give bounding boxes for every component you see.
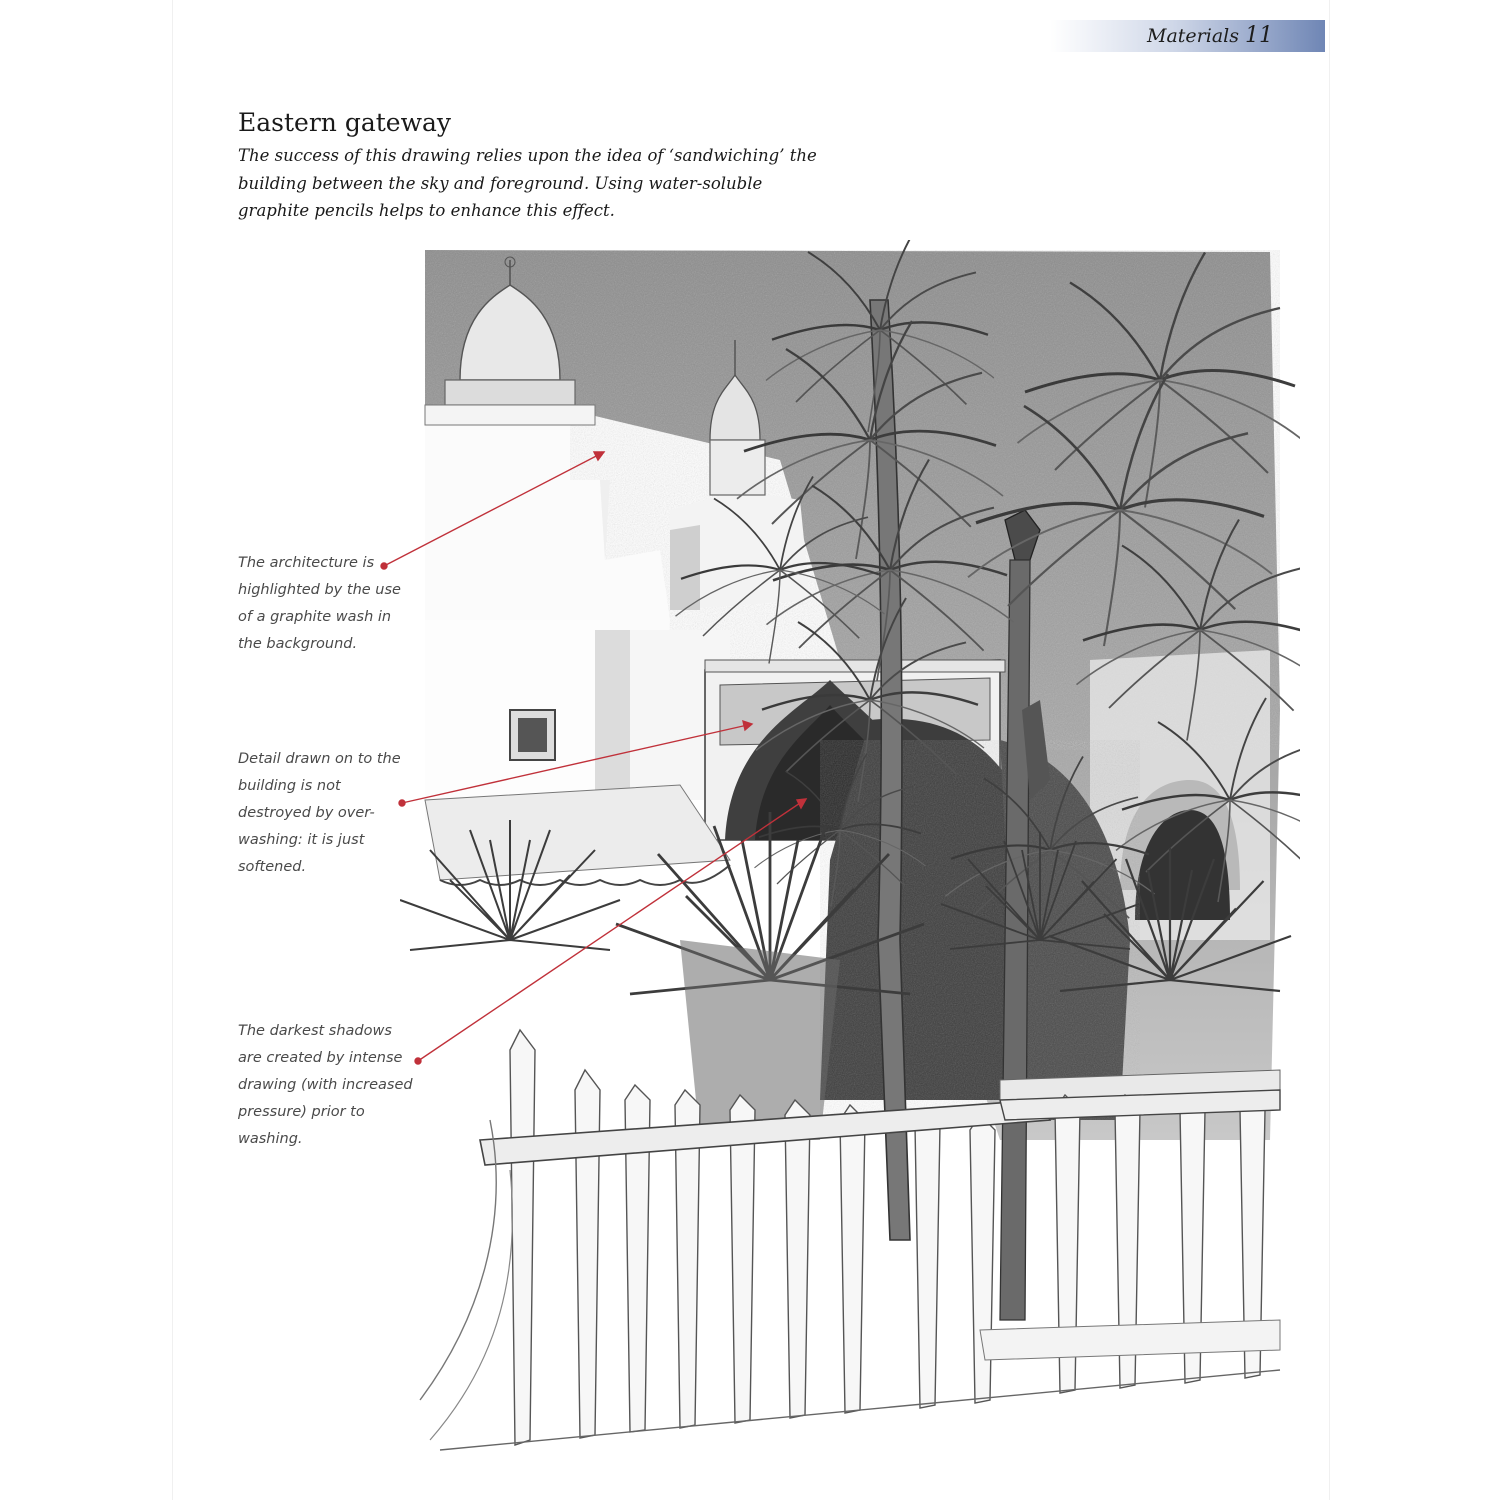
page-number: 11 <box>1245 23 1273 48</box>
page-title: Eastern gateway <box>238 108 452 137</box>
running-header <box>1050 20 1325 52</box>
running-header-label <box>1147 20 1273 52</box>
annotation-detail: Detail drawn on to the building is not destroyed by over-washing: it is just softened. <box>238 751 401 875</box>
graphite-drawing <box>400 240 1300 1470</box>
annotation-shadows: The darkest shadows are created by intense drawing (with increased pressure) prior to washing. <box>238 1023 413 1147</box>
section-name: Materials <box>1147 25 1239 47</box>
page-subtitle: The success of this drawing relies upon the idea of ‘sandwiching’ the building between the sky and foreground. Using water-soluble graphite pencils helps to enhance this effect. <box>238 146 817 220</box>
annotation-architecture: The architecture is highlighted by the use of a graphite wash in the background. <box>238 555 401 652</box>
